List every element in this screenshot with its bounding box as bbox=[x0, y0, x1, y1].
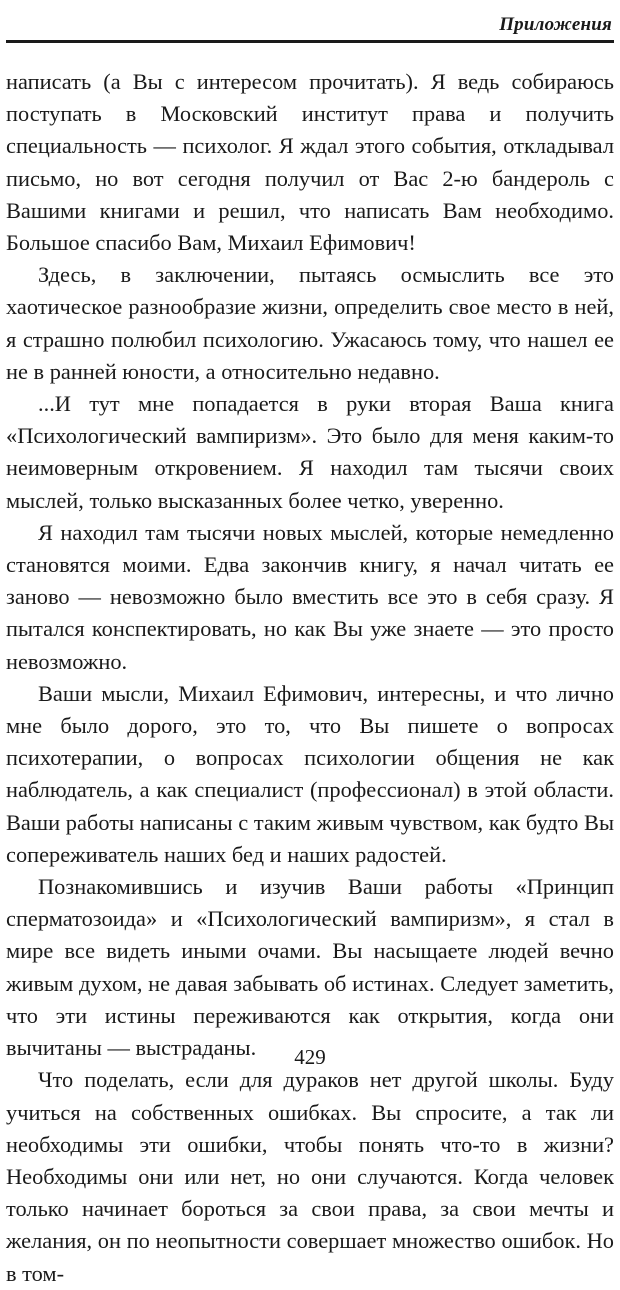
body-text bbox=[6, 66, 614, 1290]
header-rule bbox=[6, 40, 614, 43]
paragraph: Я находил там тысячи новых мыслей, которые немедленно становятся моими. Едва закончив книгу, я начал читать ее заново — невозможно было вместить все это в себя сразу. Я пытался конспектировать, но как Вы уже знаете — это просто невозможно. bbox=[6, 519, 614, 674]
paragraph: Ваши мысли, Михаил Ефимович, интересны, и что лично мне было дорого, это то, что Вы пишете о вопросах психотерапии, о вопросах психологии общения не как наблюдатель, а как специалист (профессионал) в этой области. Ваши работы написаны с таким живым чувством, как будто Вы сопереживатель наших бед и наших радостей. bbox=[6, 680, 614, 867]
running-header: Приложения bbox=[499, 14, 612, 35]
paragraph: Здесь, в заключении, пытаясь осмыслить все это хаотическое разнообразие жизни, определить свое место в ней, я страшно полюбил психологию. Ужасаюсь тому, что нашел ее не в ранней юности, а относительно недавно. bbox=[6, 262, 614, 384]
paragraph: написать (а Вы с интересом прочитать). Я ведь собираюсь поступать в Московский институт права и получить специальность — психолог. Я ждал этого события, откладывал письмо, но вот сегодня получил от Вас 2-ю бандероль с Вашими книгами и решил, что написать Вам необходимо. Большое спасибо Вам, Михаил Ефимович! bbox=[6, 69, 614, 256]
paragraph: ...И тут мне попадается в руки вторая Ваша книга «Психологический вампиризм». Это было для меня каким-то неимоверным откровением. Я находил там тысячи своих мыслей, только высказанных более четко, уверенно. bbox=[6, 391, 614, 513]
paragraph: Познакомившись и изучив Ваши работы «Принцип сперматозоида» и «Психологический вампиризм», я стал в мире все видеть иными очами. Вы насыщаете людей вечно живым духом, не давая забывать об истинах. Следует заметить, что эти истины переживаются как открытия, когда они вычитаны — выстраданы. bbox=[6, 874, 614, 1061]
page-number: 429 bbox=[294, 1045, 326, 1069]
paragraph: Что поделать, если для дураков нет другой школы. Буду учиться на собственных ошибках. Вы спросите, а так ли необходимы эти ошибки, чтобы понять что-то в жизни? Необходимы они или нет, но они случаются. Когда человек только начинает бороться за свои права, за свои мечты и желания, он по неопытности совершает множество ошибок. Но в том- bbox=[6, 1067, 614, 1286]
